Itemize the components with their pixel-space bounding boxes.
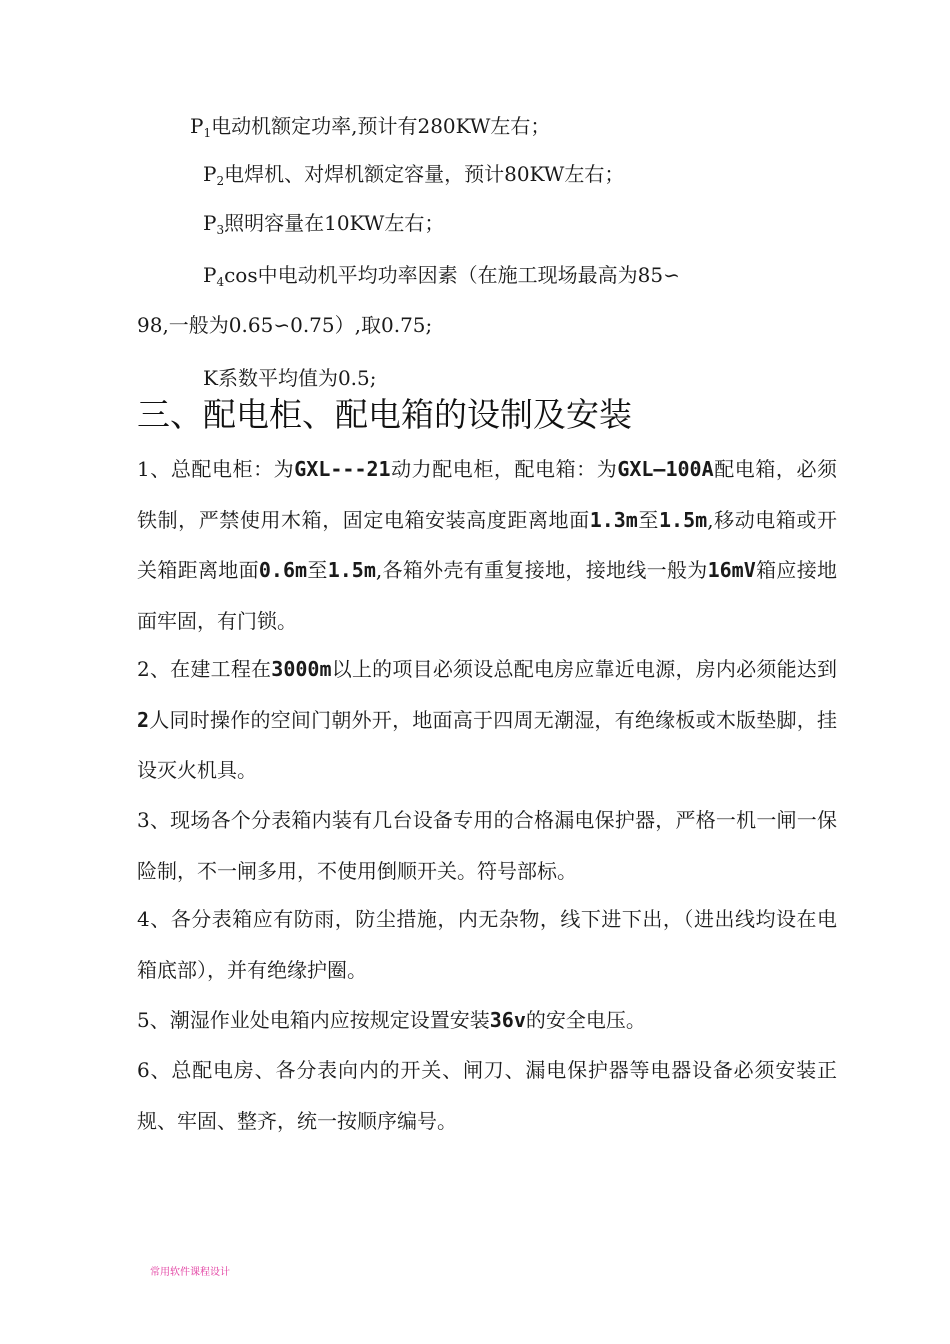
text-run: 5、潮湿作业处电箱内应按规定设置安装 (137, 1008, 490, 1032)
symbol-letter: P (190, 114, 204, 138)
definition-text: 照明容量在10KW左右； (224, 211, 445, 235)
definition-p3 (203, 211, 445, 237)
measurement: 1.5m (659, 507, 708, 532)
symbol-subscript: 1 (203, 126, 212, 140)
model-code: GXL---21 (294, 457, 391, 481)
text-run: 2、在建工程在 (137, 657, 272, 681)
footer-watermark: 常用软件课程设计 (150, 1267, 230, 1278)
measurement: 3000m (271, 657, 332, 681)
measurement: 16mV (707, 558, 756, 582)
symbol-subscript: 4 (216, 275, 225, 289)
measurement: 1.5m (327, 558, 376, 582)
measurement: 0.6m (258, 558, 308, 582)
text-run: 人同时操作的空间门朝外开，地面高于四周无潮湿，有绝缘板或木版垫脚，挂设灭火机具。 (137, 707, 837, 782)
paragraph-item-5 (137, 995, 837, 1046)
text-run: 至 (637, 507, 660, 532)
definition-text: cos中电动机平均功率因素（在施工现场最高为85∽ (224, 263, 680, 287)
text-run: 1、总配电柜：为 (137, 457, 295, 481)
symbol-subscript: 3 (216, 223, 225, 237)
definition-text: 电动机额定功率,预计有280KW左右； (211, 114, 551, 138)
paragraph-item-1 (137, 444, 837, 646)
definition-p4-continuation: 98,一般为0.65∽0.75）,取0.75; (137, 313, 433, 337)
measurement: 1.3m (589, 507, 638, 532)
text-run: 动力配电柜，配电箱：为 (390, 457, 618, 481)
definition-p2 (203, 162, 625, 188)
paragraph-item-6: 6、总配电房、各分表向内的开关、闸刀、漏电保护器等电器设备必须安装正规、牢固、整齐，统一按顺序编号。 (137, 1058, 837, 1133)
model-code: GXL—100A (617, 457, 714, 481)
definition-p1 (190, 114, 551, 140)
measurement: 36v (489, 1008, 526, 1032)
definition-k: K系数平均值为0.5; (203, 366, 377, 390)
text-run: 至 (307, 558, 328, 582)
symbol-letter: P (203, 211, 217, 235)
measurement: 2 (137, 707, 150, 732)
symbol-letter: P (203, 263, 217, 287)
definition-p4 (203, 263, 680, 289)
text-run: ,各箱外壳有重复接地，接地线一般为 (375, 558, 708, 582)
text-run: 以上的项目必须设总配电房应靠近电源，房内必须能达到 (331, 657, 838, 681)
text-run: 配电箱，必须铁制，严禁使用木箱，固定电箱安装高度距离地面 (137, 457, 838, 532)
text-run: 箱应接地面牢固，有门锁。 (137, 558, 838, 633)
text-run: ,移动电箱或开关箱距离地面 (137, 507, 838, 582)
symbol-subscript: 2 (216, 174, 225, 188)
text-run: 的安全电压。 (525, 1008, 646, 1032)
paragraph-item-4: 4、各分表箱应有防雨，防尘措施，内无杂物，线下进下出，（进出线均设在电箱底部），并有绝缘护圈。 (137, 907, 837, 982)
definition-text: 电焊机、对焊机额定容量，预计80KW左右； (224, 162, 625, 186)
paragraph-item-3: 3、现场各个分表箱内装有几台设备专用的合格漏电保护器，严格一机一闸一保险制，不一闸多用，不使用倒顺开关。符号部标。 (137, 808, 837, 883)
symbol-letter: P (203, 162, 217, 186)
paragraph-item-2 (137, 644, 837, 796)
section-heading: 三、配电柜、配电箱的设制及安装 (137, 395, 632, 434)
